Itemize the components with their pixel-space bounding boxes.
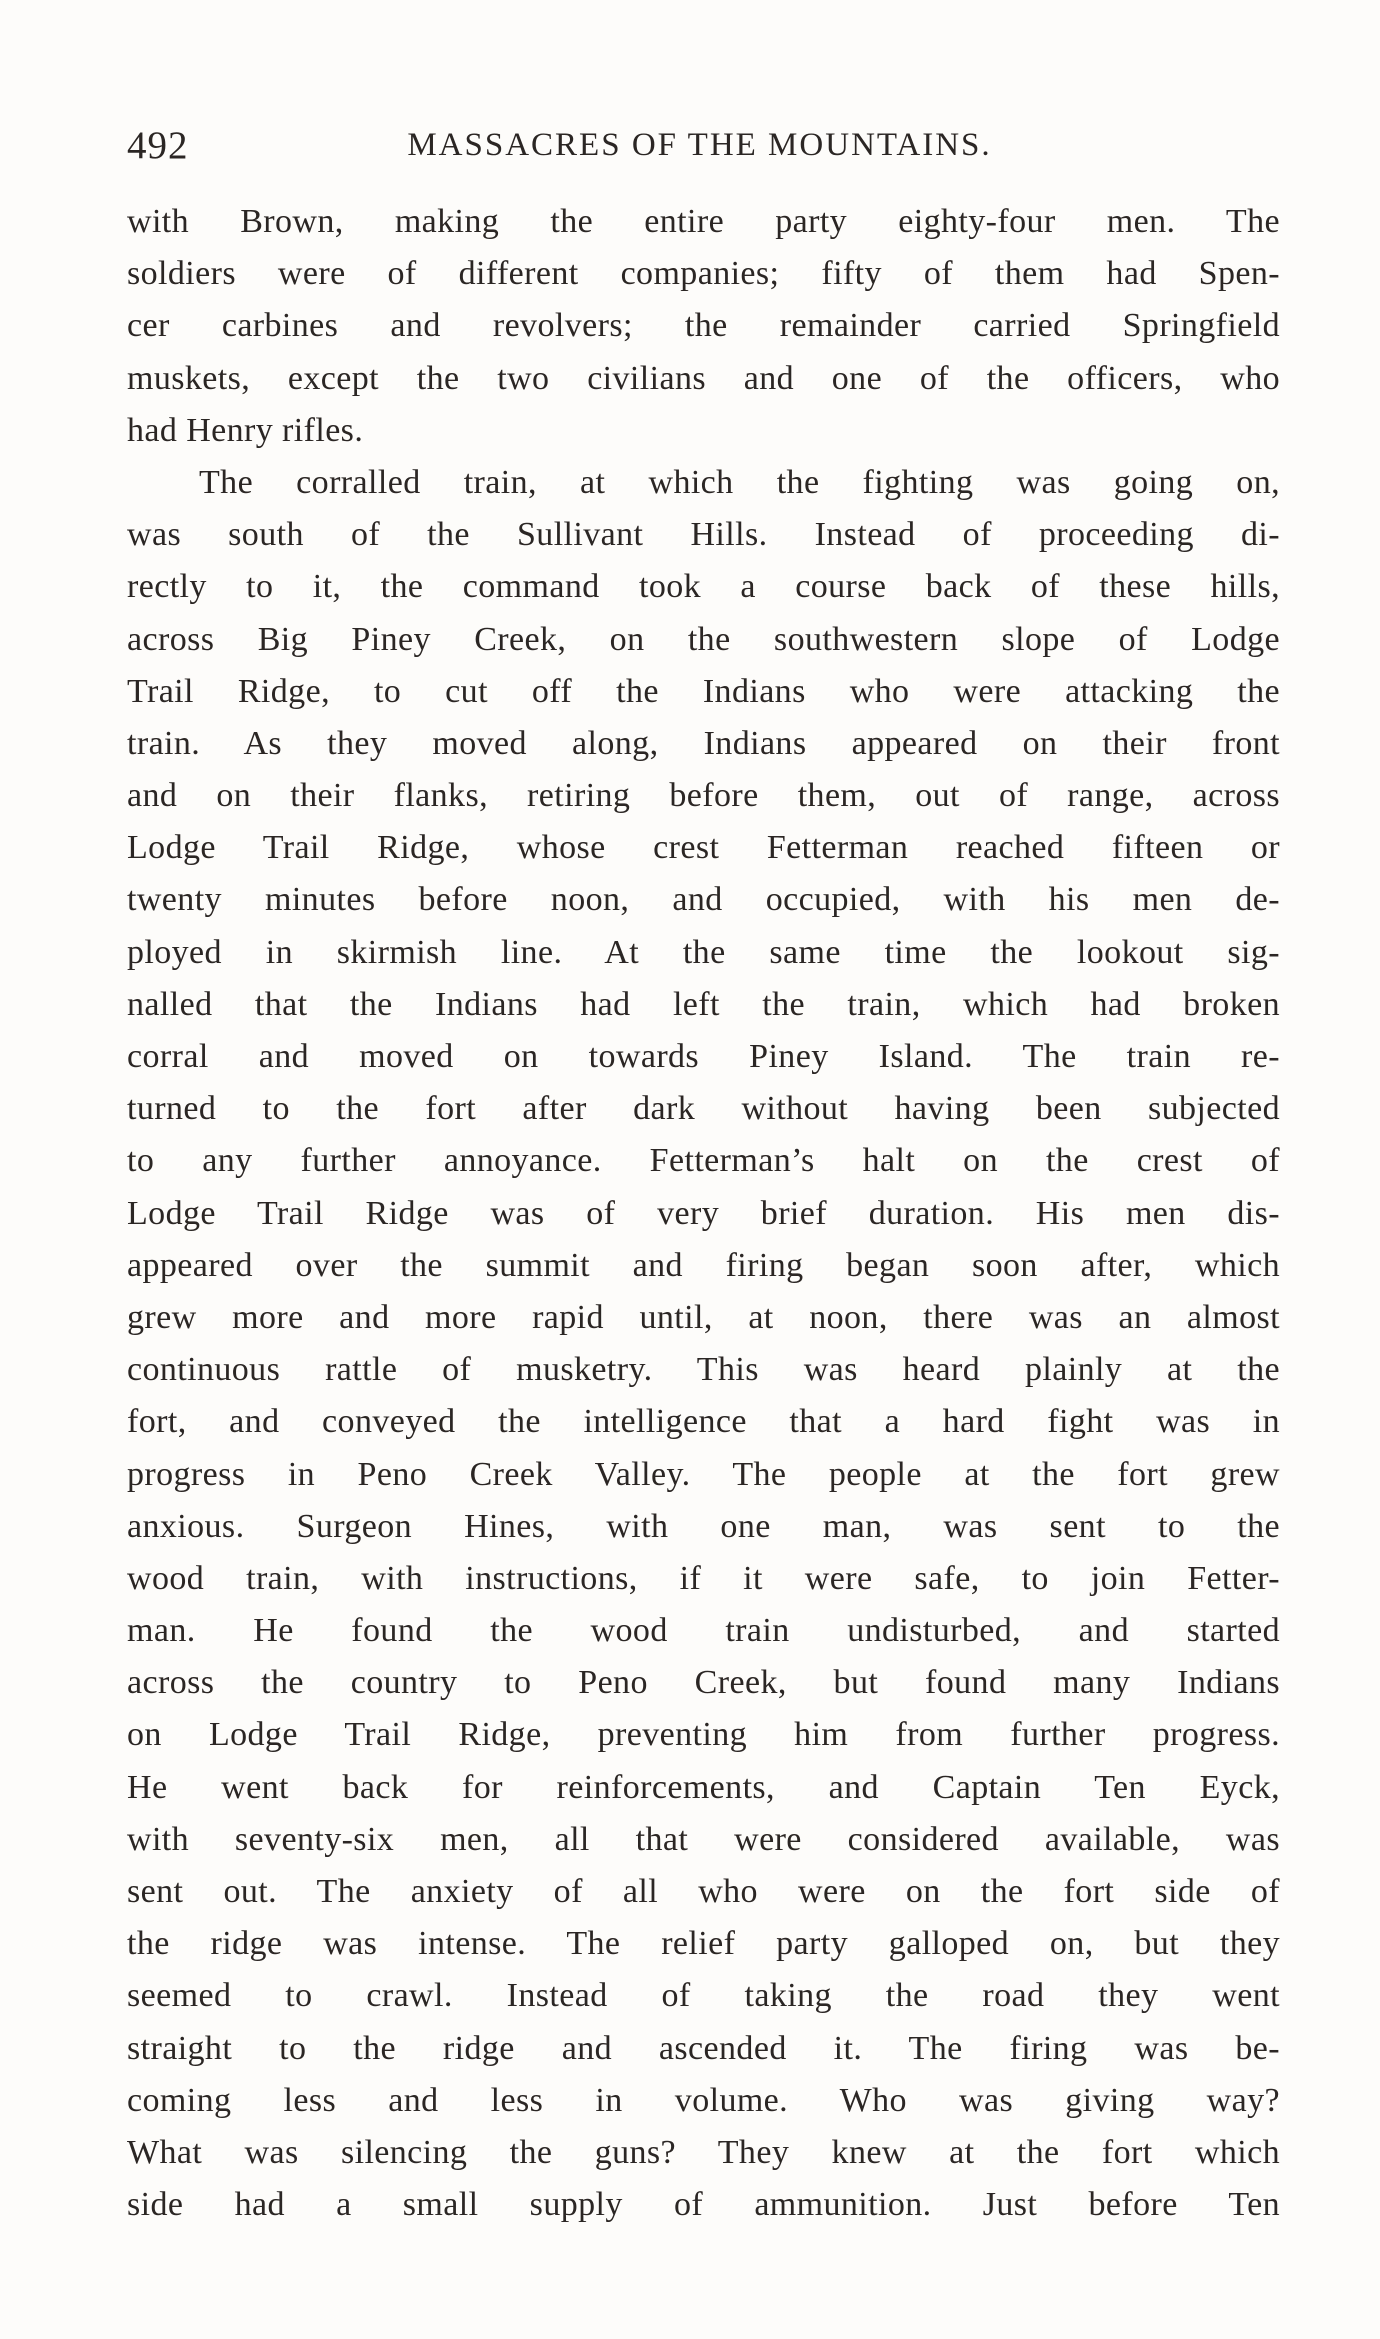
text-line: Lodge Trail Ridge, whose crest Fetterman reached fifteen or bbox=[127, 829, 1280, 867]
text-line: across Big Piney Creek, on the southwestern slope of Lodge bbox=[127, 620, 1280, 658]
text-line: rectly to it, the command took a course back of these hills, bbox=[127, 568, 1280, 606]
text-line: continuous rattle of musketry. This was heard plainly at the bbox=[127, 1351, 1280, 1389]
text-line: progress in Peno Creek Valley. The people at the fort grew bbox=[127, 1455, 1280, 1493]
text-line: and on their flanks, retiring before them, out of range, across bbox=[127, 777, 1280, 815]
text-line: with seventy-six men, all that were considered available, was bbox=[127, 1820, 1280, 1858]
text-line: coming less and less in volume. Who was giving way? bbox=[127, 2081, 1280, 2119]
text-line: seemed to crawl. Instead of taking the road they went bbox=[127, 1977, 1280, 2015]
text-line: had Henry rifles. bbox=[127, 411, 364, 449]
text-line: with Brown, making the entire party eighty-four men. The bbox=[127, 203, 1280, 240]
text-line: across the country to Peno Creek, but found many Indians bbox=[127, 1664, 1280, 1702]
text-line: was south of the Sullivant Hills. Instead of proceeding di- bbox=[127, 516, 1280, 554]
text-line: on Lodge Trail Ridge, preventing him from further progress. bbox=[127, 1716, 1280, 1754]
paragraph-1 bbox=[127, 196, 1280, 457]
text-line: muskets, except the two civilians and one of the officers, who bbox=[127, 359, 1280, 397]
text-line: to any further annoyance. Fetterman’s halt on the crest of bbox=[127, 1142, 1280, 1180]
running-head: MASSACRES OF THE MOUNTAINS. bbox=[407, 127, 992, 163]
text-line: nalled that the Indians had left the train, which had broken bbox=[127, 985, 1280, 1023]
text-line: sent out. The anxiety of all who were on the fort side of bbox=[127, 1873, 1280, 1910]
text-line: Lodge Trail Ridge was of very brief duration. His men dis- bbox=[127, 1194, 1280, 1232]
text-line: Trail Ridge, to cut off the Indians who were attacking the bbox=[127, 672, 1280, 710]
text-line: ployed in skirmish line. At the same time the lookout sig- bbox=[127, 933, 1280, 971]
text-line: What was silencing the guns? They knew at the fort which bbox=[127, 2133, 1280, 2171]
text-line: soldiers were of different companies; fifty of them had Spen- bbox=[127, 255, 1280, 293]
text-line: fort, and conveyed the intelligence that a hard fight was in bbox=[127, 1403, 1280, 1441]
text-line: straight to the ridge and ascended it. The firing was be- bbox=[127, 2029, 1280, 2067]
text-line: anxious. Surgeon Hines, with one man, was sent to the bbox=[127, 1507, 1280, 1545]
text-line: grew more and more rapid until, at noon, there was an almost bbox=[127, 1298, 1280, 1336]
text-line: corral and moved on towards Piney Island. The train re- bbox=[127, 1038, 1280, 1075]
text-line: train. As they moved along, Indians appeared on their front bbox=[127, 724, 1280, 762]
text-line: The corralled train, at which the fighting was going on, bbox=[199, 463, 1280, 501]
page-number: 492 bbox=[127, 124, 189, 167]
text-line: side had a small supply of ammunition. Just before Ten bbox=[127, 2186, 1280, 2224]
text-line: twenty minutes before noon, and occupied, with his men de- bbox=[127, 881, 1280, 919]
text-line: appeared over the summit and firing began soon after, which bbox=[127, 1246, 1280, 1284]
text-line: man. He found the wood train undisturbed, and started bbox=[127, 1612, 1280, 1650]
text-line: cer carbines and revolvers; the remainder carried Springfield bbox=[127, 307, 1280, 345]
text-line: the ridge was intense. The relief party galloped on, but they bbox=[127, 1925, 1280, 1963]
text-line: He went back for reinforcements, and Captain Ten Eyck, bbox=[127, 1768, 1280, 1806]
text-line: wood train, with instructions, if it were safe, to join Fetter- bbox=[127, 1559, 1280, 1597]
paragraph-2 bbox=[127, 457, 1280, 2231]
page-header bbox=[127, 123, 1272, 179]
text-line: turned to the fort after dark without having been subjected bbox=[127, 1090, 1280, 1128]
body-text bbox=[127, 196, 1280, 2231]
